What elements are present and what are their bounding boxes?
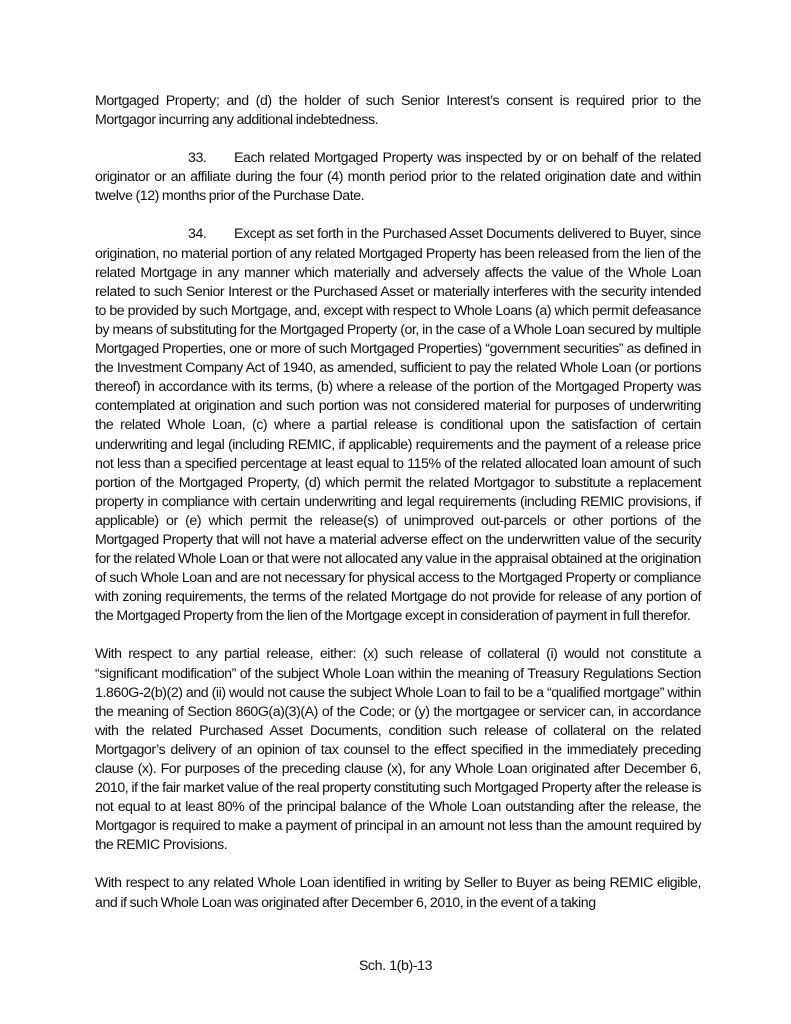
paragraph-number: 34.: [188, 226, 207, 243]
paragraph-number: 33.: [188, 150, 207, 167]
paragraph-text: With respect to any related Whole Loan identified in writing by Seller to Buyer as being REMIC eligible, and if such Whole Loan was originated after December 6, 2010, in the event of a taking: [95, 875, 701, 911]
paragraph-text: Except as set forth in the Purchased Asset Documents delivered to Buyer, since origination, no material portion of any related Mortgaged Property has been released from the lien of the related Mortgage in any manner which materially and adversely affects the value of the Whole Loan related to such Senior Interest or the Purchased Asset or materially interferes with the security intended to be provided by such Mortgage, and, except with respect to Whole Loans (a) which permit defeasance by means of substituting for the Mortgaged Property (or, in the case of a Whole Loan secured by multiple Mortgaged Properties, one or more of such Mortgaged Properties) “government securities” as defined in the Investment Company Act of 1940, as amended, sufficient to pay the related Whole Loan (or portions thereof) in accordance with its terms, (b) where a release of the portion of the Mortgaged Property was contemplated at origination and such portion was not considered material for purposes of underwriting the related Whole Loan, (c) where a partial release is conditional upon the satisfaction of certain underwriting and legal (including REMIC, if applicable) requirements and the payment of a release price not less than a specified percentage at least equal to 115% of the related allocated loan amount of such portion of the Mortgaged Property, (d) which permit the related Mortgagor to substitute a replacement property in compliance with certain underwriting and legal requirements (including REMIC provisions, if applicable) or (e) which permit the release(s) of unimproved out-parcels or other portions of the Mortgaged Property that will not have a material adverse effect on the underwritten value of the security for the related Whole Loan or that were not allocated any value in the appraisal obtained at the origination of such Whole Loan and are not necessary for physical access to the Mortgaged Property or compliance with zoning requirements, the terms of the related Mortgage do not provide for release of any portion of the Mortgaged Property from the lien of the Mortgage except in consideration of payment in full therefor.: [95, 226, 701, 625]
paragraph-text: Each related Mortgaged Property was inspected by or on behalf of the related originator or an affiliate during the four (4) month period prior to the related origination date and within twelve (12) months prior of the Purchase Date.: [95, 150, 701, 205]
paragraph-34: [95, 225, 701, 626]
paragraph-remic-eligible: [95, 874, 701, 912]
paragraph-text: With respect to any partial release, either: (x) such release of collateral (i) would not constitute a “significant modification” of the subject Whole Loan within the meaning of Treasury Regulations Section 1.860G-2(b)(2) and (ii) would not cause the subject Whole Loan to fail to be a “qualified mortgage” within the meaning of Section 860G(a)(3)(A) of the Code; or (y) the mortgagee or servicer can, in accordance with the related Purchased Asset Documents, condition such release of collateral on the related Mortgagor’s delivery of an opinion of tax counsel to the effect specified in the immediately preceding clause (x). For purposes of the preceding clause (x), for any Whole Loan originated after December 6, 2010, if the fair market value of the real property constituting such Mortgaged Property after the release is not equal to at least 80% of the principal balance of the Whole Loan outstanding after the release, the Mortgagor is required to make a payment of principal in an amount not less than the amount required by the REMIC Provisions.: [95, 646, 701, 854]
page-footer: Sch. 1(b)-13: [358, 958, 433, 974]
paragraph-partial-release: [95, 645, 701, 855]
paragraph-text: Mortgaged Property; and (d) the holder of such Senior Interest’s consent is required prior to the Mortgagor incurring any additional indebtedness.: [95, 93, 701, 129]
paragraph-33: [95, 149, 701, 206]
document-page: [95, 92, 701, 932]
paragraph-continuation: [95, 92, 701, 130]
